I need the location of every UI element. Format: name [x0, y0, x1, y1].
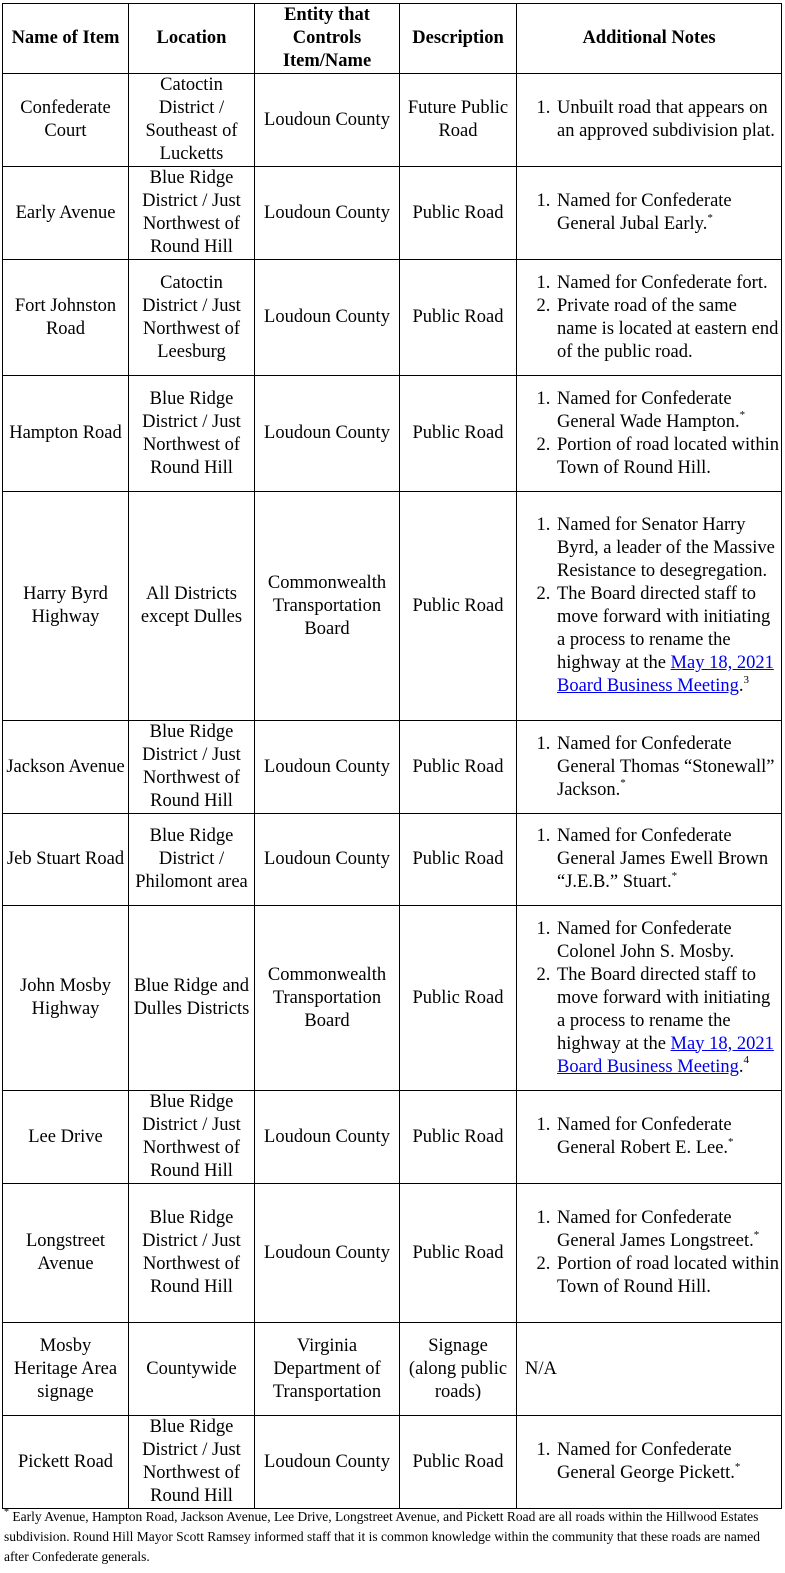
description-cell: Signage (along public roads)	[400, 1323, 517, 1416]
location-cell: Blue Ridge District / Philomont area	[129, 814, 255, 906]
note-text: Named for Confederate General George Pickett.	[557, 1440, 735, 1483]
notes-cell	[517, 74, 782, 167]
location-cell: Blue Ridge District / Just Northwest of Round Hill	[129, 376, 255, 492]
description-cell: Public Road	[400, 1416, 517, 1509]
item-name-cell: Pickett Road	[3, 1416, 129, 1509]
item-name-cell: Fort Johnston Road	[3, 260, 129, 376]
table-row	[3, 167, 782, 260]
footnote-reference: *	[734, 1460, 741, 1473]
location-cell: Blue Ridge and Dulles Districts	[129, 906, 255, 1091]
footnote-reference: *	[707, 211, 713, 224]
description-cell: Public Road	[400, 376, 517, 492]
description-cell: Public Road	[400, 906, 517, 1091]
footnote-reference: *	[753, 1228, 760, 1241]
notes-cell	[517, 814, 782, 906]
notes-cell	[517, 260, 782, 376]
location-cell: Catoctin District / Just Northwest of Leesburg	[129, 260, 255, 376]
footnote	[4, 1507, 774, 1567]
description-cell: Public Road	[400, 492, 517, 721]
note-item	[555, 733, 779, 802]
note-text: Named for Confederate General Thomas “Stonewall” Jackson.	[557, 733, 775, 800]
note-punctuation: .	[738, 676, 744, 696]
footnote-text: Early Avenue, Hampton Road, Jackson Avenue, Lee Drive, Longstreet Avenue, and Pickett Road are all roads within the Hillwood Estates subdivision. Round Hill Mayor Scott Ramsey informed staff that it is common knowledge within the community that these roads are named after Confederate generals.	[4, 1509, 761, 1564]
description-cell: Public Road	[400, 1091, 517, 1184]
note-text: Named for Confederate General James Ewell Brown “J.E.B.” Stuart.	[557, 826, 769, 892]
note-item	[555, 97, 779, 143]
header-description: Description	[400, 4, 517, 74]
description-cell: Public Road	[400, 1184, 517, 1323]
notes-list	[525, 388, 779, 480]
note-text: Named for Confederate Colonel John S. Mosby.	[557, 918, 735, 962]
note-text: Unbuilt road that appears on an approved subdivision plat.	[557, 98, 775, 141]
note-text: Named for Senator Harry Byrd, a leader of the Massive Resistance to desegregation.	[557, 515, 775, 581]
location-cell: Countywide	[129, 1323, 255, 1416]
table-row	[3, 492, 782, 721]
notes-cell	[517, 906, 782, 1091]
notes-cell	[517, 1323, 782, 1416]
notes-cell	[517, 492, 782, 721]
item-name-cell: Harry Byrd Highway	[3, 492, 129, 721]
item-name-cell: Longstreet Avenue	[3, 1184, 129, 1323]
footnote-reference: *	[728, 1135, 734, 1148]
board-meeting-link[interactable]: May 18, 2021 Board Business Meeting	[557, 1033, 774, 1077]
table-row	[3, 260, 782, 376]
description-cell: Future Public Road	[400, 74, 517, 167]
notes-list	[525, 514, 779, 698]
table-row	[3, 74, 782, 167]
notes-list	[525, 1207, 779, 1299]
notes-list	[525, 733, 779, 802]
item-name-cell: John Mosby Highway	[3, 906, 129, 1091]
location-cell: Blue Ridge District / Just Northwest of Round Hill	[129, 167, 255, 260]
item-name-cell: Lee Drive	[3, 1091, 129, 1184]
table-row	[3, 814, 782, 906]
item-name-cell: Confederate Court	[3, 74, 129, 167]
notes-list	[525, 825, 779, 894]
notes-cell	[517, 376, 782, 492]
note-item	[555, 1439, 779, 1485]
notes-cell	[517, 1091, 782, 1184]
entity-cell: Commonwealth Transportation Board	[255, 492, 400, 721]
note-item	[555, 1207, 779, 1253]
entity-cell: Loudoun County	[255, 1091, 400, 1184]
item-name-cell: Jeb Stuart Road	[3, 814, 129, 906]
notes-cell	[517, 721, 782, 814]
location-cell: Blue Ridge District / Just Northwest of Round Hill	[129, 1091, 255, 1184]
entity-cell: Loudoun County	[255, 376, 400, 492]
footnote-reference: *	[739, 409, 746, 422]
note-item	[555, 190, 779, 236]
header-notes: Additional Notes	[517, 4, 782, 74]
entity-cell: Loudoun County	[255, 814, 400, 906]
notes-list	[525, 272, 779, 364]
item-name-cell: Early Avenue	[3, 167, 129, 260]
note-item	[555, 964, 779, 1079]
table-row	[3, 1184, 782, 1323]
notes-list	[525, 918, 779, 1079]
note-item	[555, 514, 779, 583]
note-item	[555, 1114, 779, 1160]
notes-text: N/A	[525, 1358, 557, 1379]
item-name-cell: Mosby Heritage Area signage	[3, 1323, 129, 1416]
table-row	[3, 1416, 782, 1509]
entity-cell: Commonwealth Transportation Board	[255, 906, 400, 1091]
header-name: Name of Item	[3, 4, 129, 74]
table-row	[3, 1091, 782, 1184]
entity-cell: Loudoun County	[255, 74, 400, 167]
notes-list	[525, 1114, 779, 1160]
note-text: Named for Confederate General Robert E. Lee.	[557, 1115, 732, 1158]
confederate-names-table	[2, 3, 782, 1509]
entity-cell: Loudoun County	[255, 167, 400, 260]
footnote-reference: *	[620, 777, 626, 790]
notes-cell	[517, 1416, 782, 1509]
table-row	[3, 376, 782, 492]
notes-list	[525, 1439, 779, 1485]
note-text: Named for Confederate General Wade Hampton.	[557, 388, 740, 432]
location-cell: Blue Ridge District / Just Northwest of Round Hill	[129, 1416, 255, 1509]
note-text: Portion of road located within Town of Round Hill.	[557, 1254, 779, 1297]
footnote-reference: *	[671, 869, 678, 882]
location-cell: Blue Ridge District / Just Northwest of Round Hill	[129, 721, 255, 814]
footnote-marker: *	[4, 1506, 9, 1518]
note-item	[555, 918, 779, 964]
description-cell: Public Road	[400, 167, 517, 260]
notes-cell	[517, 167, 782, 260]
notes-list	[525, 190, 779, 236]
note-text: The Board directed staff to move forward with initiating a process to rename the highway at the	[557, 964, 771, 1054]
location-cell: Catoctin District / Southeast of Lucketts	[129, 74, 255, 167]
entity-cell: Virginia Department of Transportation	[255, 1323, 400, 1416]
footnote-reference: 3	[743, 673, 750, 686]
note-text: Named for Confederate General James Longstreet.	[557, 1208, 754, 1251]
note-punctuation: .	[738, 1056, 744, 1077]
table-row	[3, 906, 782, 1091]
notes-cell	[517, 1184, 782, 1323]
entity-cell: Loudoun County	[255, 1416, 400, 1509]
header-entity: Entity that Controls Item/Name	[255, 4, 400, 74]
note-text: Named for Confederate fort.	[557, 272, 768, 293]
entity-cell: Loudoun County	[255, 721, 400, 814]
note-item	[555, 1253, 779, 1299]
note-item	[555, 295, 779, 364]
entity-cell: Loudoun County	[255, 1184, 400, 1323]
board-meeting-link[interactable]: May 18, 2021 Board Business Meeting	[557, 653, 774, 696]
header-row	[3, 4, 782, 74]
table-row	[3, 721, 782, 814]
description-cell: Public Road	[400, 814, 517, 906]
table-row	[3, 1323, 782, 1416]
note-text: Named for Confederate General Jubal Early.	[557, 191, 732, 234]
location-cell: Blue Ridge District / Just Northwest of Round Hill	[129, 1184, 255, 1323]
entity-cell: Loudoun County	[255, 260, 400, 376]
item-name-cell: Hampton Road	[3, 376, 129, 492]
note-item	[555, 272, 779, 295]
note-item	[555, 434, 779, 480]
note-text: Private road of the same name is located at eastern end of the public road.	[557, 295, 779, 362]
description-cell: Public Road	[400, 721, 517, 814]
note-item	[555, 388, 779, 434]
header-location: Location	[129, 4, 255, 74]
note-item	[555, 583, 779, 698]
notes-list	[525, 97, 779, 143]
location-cell: All Districts except Dulles	[129, 492, 255, 721]
item-name-cell: Jackson Avenue	[3, 721, 129, 814]
note-text: Portion of road located within Town of Round Hill.	[557, 434, 779, 478]
note-item	[555, 825, 779, 894]
note-text: The Board directed staff to move forward with initiating a process to rename the highway at the	[557, 584, 771, 673]
description-cell: Public Road	[400, 260, 517, 376]
footnote-reference: 4	[743, 1054, 750, 1067]
